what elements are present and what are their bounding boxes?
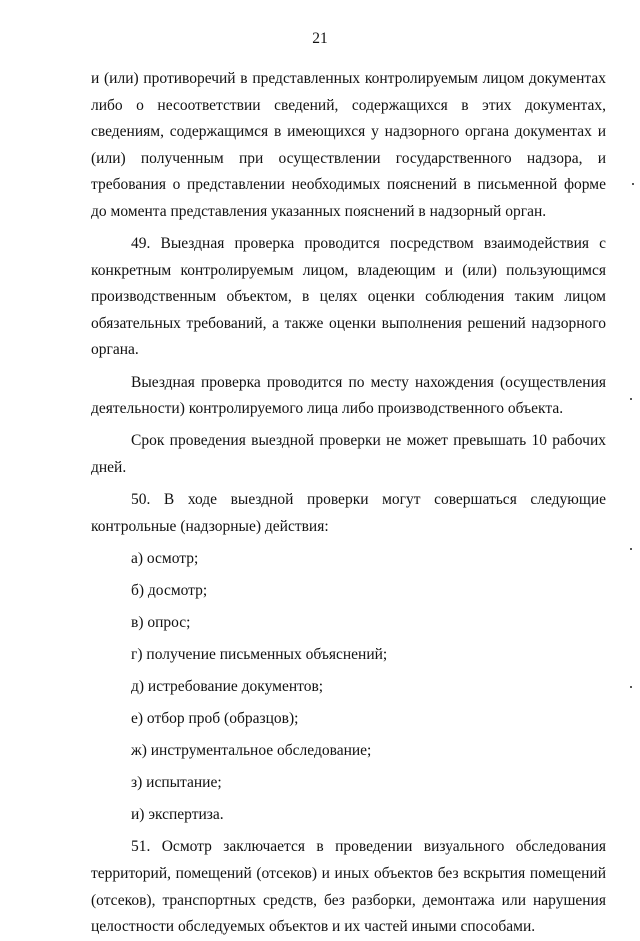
paragraph-51: 51. Осмотр заключается в проведении визуального обследования территорий, помещений (отсеков) и иных объектов без вскрытия помещений (отсеков), транспортных средств, без разборки, демонтажа или нарушения целостности обследуемых объектов и их частей иными способами.	[91, 838, 606, 936]
document-body	[91, 66, 606, 941]
control-actions-list	[91, 546, 606, 829]
page-number: 21	[312, 30, 328, 47]
list-item: а) осмотр;	[131, 549, 199, 567]
scan-speck	[630, 548, 632, 550]
list-item: в) опрос;	[131, 613, 191, 631]
list-item: з) испытание;	[131, 774, 222, 792]
list-item: и) экспертиза.	[131, 806, 224, 824]
scan-speck	[630, 686, 632, 688]
paragraph-49-location: Выездная проверка проводится по месту нахождения (осуществления деятельности) контролируемого лица либо производственного объекта.	[91, 373, 606, 418]
paragraph-50: 50. В ходе выездной проверки могут совершаться следующие контрольные (надзорные) действия:	[91, 490, 606, 535]
paragraph-49: 49. Выездная проверка проводится посредством взаимодействия с конкретным контролируемым лицом, владеющим и (или) пользующимся производственным объектом, в целях оценки соблюдения таким лицом обязательных требований, а также оценки выполнения решений надзорного органа.	[91, 235, 606, 359]
list-item: е) отбор проб (образцов);	[131, 710, 299, 728]
scan-speck	[632, 183, 634, 185]
list-item: д) истребование документов;	[131, 677, 324, 695]
list-item: б) досмотр;	[131, 581, 208, 599]
list-item: г) получение письменных объяснений;	[131, 645, 388, 663]
paragraph-continuation: и (или) противоречий в представленных контролируемым лицом документах либо о несоответствии сведений, содержащихся в этих документах, сведениям, содержащимся в имеющихся у надзорного органа документах и (или) полученным при осуществлении государственного надзора, и требования о представлении необходимых пояснений в письменной форме до момента представления указанных пояснений в надзорный орган.	[91, 70, 606, 220]
paragraph-49-duration: Срок проведения выездной проверки не может превышать 10 рабочих дней.	[91, 432, 606, 476]
list-item: ж) инструментальное обследование;	[131, 742, 372, 760]
scan-speck	[630, 398, 632, 400]
